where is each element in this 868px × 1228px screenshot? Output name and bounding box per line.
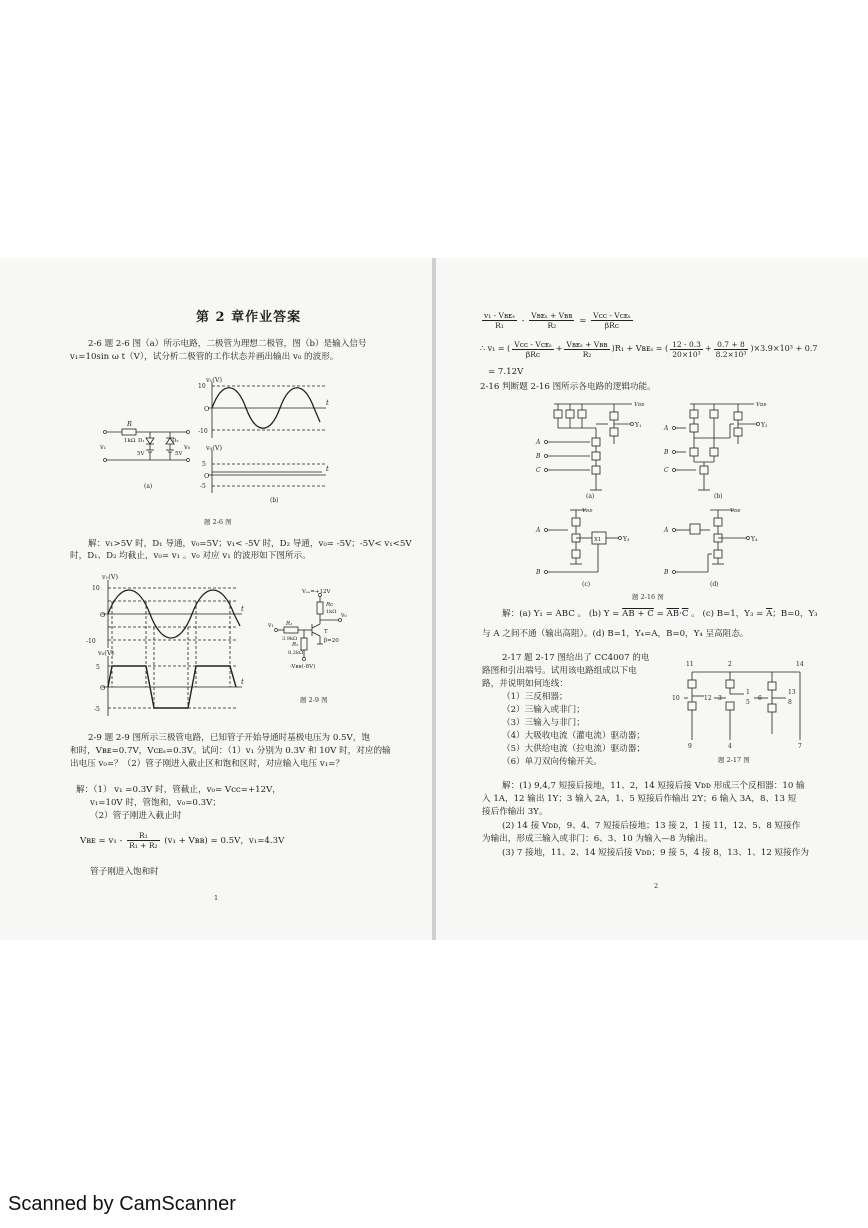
- solution-2-9-line1: 解：（1） v₁ =0.3V 时，管截止，v₀= Vᴄᴄ=+12V，: [76, 785, 281, 795]
- formula-fraction: [127, 831, 159, 850]
- sol216-overline-ab-c: AB + C: [622, 609, 654, 619]
- pin-14: 14: [796, 661, 804, 668]
- eq2-d-den: 8.2×10³: [715, 349, 747, 359]
- problem-2-17-line1: 2-17 题 2-17 图给出了 CC4007 的电: [502, 653, 650, 663]
- input-c-label-b: C: [664, 467, 669, 474]
- battery1-label: 5V: [137, 451, 145, 457]
- input-tick-bottom: -10: [198, 428, 208, 435]
- sol216-dot: ·: [679, 609, 682, 619]
- problem-2-6-line1: 2-6 题 2-6 图（a）所示电路，二极管为理想二极管，图（b）是输入信号: [88, 339, 367, 349]
- input-a-label-d: A: [664, 527, 669, 534]
- eq2-a-den: βRᴄ: [525, 349, 541, 359]
- eq2-mid: )R₁ + Vʙᴇₛ = (: [611, 344, 669, 353]
- problem-2-17-item-6: （6）单刀双向传输开关。: [502, 757, 602, 767]
- sol-input-tick-top: 10: [92, 585, 100, 592]
- output-axis-label: v₀(V): [206, 444, 223, 452]
- solution-2-9-line3: （2）管子刚进入截止时: [90, 811, 182, 821]
- r2-label: R₂: [292, 642, 299, 648]
- figure-2-16d: [664, 506, 774, 586]
- input-b-label-b: B: [664, 449, 669, 456]
- solution-2-9-line2: v₁=10V 时，管饱和，v₀=0.3V；: [90, 798, 221, 808]
- pin-6: 6: [758, 695, 762, 702]
- figure-2-6a-circuit: [100, 418, 195, 488]
- sol-output-tick-bottom: -5: [94, 706, 100, 713]
- sol216-overline-a: $\overline{A}$: [766, 609, 773, 619]
- solution-2-17-1-line2: 入 1A，12 输出 1Y；3 输入 2A，1、5 短接后作输出 2Y；6 输入 3A，8、13 短: [482, 794, 797, 804]
- sol216-overline-c: $\overline{C}$: [681, 609, 689, 619]
- output-y1-label: Y₁: [635, 422, 642, 429]
- page-number-1: 1: [214, 894, 219, 902]
- battery2-label: 5V: [175, 451, 183, 457]
- eq2-post: )×3.9×10³ + 0.7: [750, 344, 818, 353]
- solution-2-17-2-line1: (2) 14 接 Vᴅᴅ，9、4、7 短接后接地；13 接 2，1 接 11，12、5、8 短接作: [502, 821, 801, 831]
- resistor-label: R: [127, 420, 132, 428]
- vdd-label-a: Vᴅᴅ: [634, 402, 645, 408]
- subfigure-c-label-216: (c): [582, 581, 591, 588]
- input-terminal-label: v₁: [100, 443, 107, 451]
- r2-value: 8.2kΩ: [288, 650, 304, 656]
- eq1-b-den: R₂: [547, 321, 557, 330]
- solution-2-9-formula: [80, 830, 284, 852]
- figure-2-16b: [664, 398, 774, 498]
- eq2-pre: ∴ v₁ = (: [480, 344, 511, 353]
- pin-1: 1: [746, 689, 750, 696]
- input-tick-top: 10: [198, 383, 206, 390]
- figure-2-6b-waveform: [198, 378, 333, 503]
- eq2-b-num: Vʙᴇₛ + Vʙʙ: [566, 339, 608, 349]
- scanned-spread: [0, 258, 868, 940]
- vdd-label-c: Vᴅᴅ: [582, 508, 593, 514]
- problem-2-9-line1: 2-9 题 2-9 图所示三极管电路，已知管子开始导通时基极电压为 0.5V，饱: [88, 733, 370, 743]
- solution-2-6-line2: 时，D₁、D₂ 均截止，v₀= v₁ 。v₀ 对应 v₁ 的波形如下图所示。: [70, 551, 311, 561]
- figure-2-6-caption: 题 2-6 图: [204, 518, 232, 526]
- right-page: [436, 258, 868, 940]
- eq1-frac-b: [529, 311, 574, 330]
- eq2-frac-b: [564, 340, 609, 359]
- pin-9: 9: [688, 743, 692, 750]
- pin-13: 13: [788, 689, 796, 696]
- output-y2-label: Y₂: [761, 422, 768, 429]
- sol216-eq: =: [653, 609, 667, 619]
- solution-2-17-3-line1: (3) 7 接地，11、2、14 短接后接 Vᴅᴅ；9 接 5，4 接 8，13、1、12 短接作为: [502, 848, 809, 858]
- sol-output-tick-top: 5: [96, 664, 100, 671]
- figure-2-16-caption: 题 2-16 图: [632, 593, 664, 601]
- problem-2-17-item-1: （1）三反相器；: [502, 692, 568, 702]
- output-tick-top: 5: [202, 461, 206, 468]
- input-b-label: B: [536, 453, 541, 460]
- sol-output-origin: O: [100, 684, 106, 692]
- pin-4: 4: [728, 743, 732, 750]
- input-time-label: t: [326, 399, 329, 407]
- figure-2-16a: [536, 398, 646, 498]
- pin-11: 11: [686, 661, 694, 668]
- eq2-d-num: 0.7 + 8: [714, 340, 749, 350]
- input-origin: O: [204, 405, 210, 413]
- input-b-label-c: B: [536, 569, 541, 576]
- rc-value: 1kΩ: [326, 609, 337, 615]
- figure-2-9-caption: 题 2-9 图: [300, 696, 328, 704]
- eq2-c-den: 20×10³: [672, 349, 701, 359]
- sol-input-tick-bottom: -10: [86, 638, 96, 645]
- equation-2: ∴ v₁ = ( $\frac{\text{Vᴄᴄ - Vᴄᴇₛ}}{\text{βRᴄ}}$ + $\frac{\text{Vʙᴇₛ + Vʙʙ}}{\text{R₂}}$ )R₁ + Vʙᴇₛ = ( $\frac{12 - 0.3}{\text{20×10³}}$ + $\frac{0.7 + 8}{\text{8.2×10³}}$ )×3.9×10³ + 0.7: [480, 339, 818, 359]
- formula-den: R₁ + R₂: [129, 841, 158, 850]
- problem-2-9-line2: 和时，Vʙᴇ=0.7V，Vᴄᴇₛ=0.3V。试问：（1）v₁ 分别为 0.3V 和 10V 时，对应的输: [70, 746, 391, 756]
- solution-2-17-2-line2: 为输出，形成三输入或非门：6、3、10 为输入—8 为输出。: [482, 834, 713, 844]
- eq1-a-num: v₁ - Vʙᴇₛ: [484, 311, 515, 320]
- input-axis-label: v₁(V): [206, 376, 223, 384]
- formula-num: R₁: [127, 831, 159, 841]
- solution-2-9-line4: 管子刚进入饱和时: [90, 867, 159, 877]
- pin-7: 7: [798, 743, 802, 750]
- output-terminal-label: v₀: [184, 443, 191, 451]
- sol-input-origin: O: [100, 611, 106, 619]
- pin-10: 10: [672, 695, 680, 702]
- input-a-label-c: A: [536, 527, 541, 534]
- figure-2-17-caption: 题 2-17 图: [718, 756, 750, 764]
- left-page: [0, 258, 432, 940]
- solution-2-17-1-line3: 接后作输出 3Y。: [482, 807, 548, 817]
- solution-2-17-1-line1: 解：(1) 9,4,7 短接后接地，11、2，14 短接后接 Vᴅᴅ 形成三个反相器：10 输: [502, 781, 805, 791]
- r1-label: R₁: [286, 621, 293, 627]
- chapter-title: 第 2 章作业答案: [196, 310, 302, 325]
- input-label: v₁: [268, 622, 274, 629]
- pin-3: 3: [718, 695, 722, 702]
- sol216-part-c2: ；B=0，Y₃: [772, 609, 818, 619]
- page-number-2: 2: [654, 882, 659, 890]
- eq1-c-den: βRᴄ: [604, 321, 619, 330]
- output-tick-bottom: -5: [200, 483, 206, 490]
- input-b-label-d: B: [664, 569, 669, 576]
- r1-value: 3.9kΩ: [282, 636, 298, 642]
- sol-output-axis-label: v₀(V): [98, 649, 115, 657]
- pin-12: 12: [704, 695, 712, 702]
- solution-2-16-line1: [502, 608, 818, 620]
- problem-2-16: 2-16 判断题 2-16 图所示各电路的逻辑功能。: [480, 382, 656, 392]
- output-origin: O: [204, 472, 210, 480]
- formula-lhs: Vʙᴇ = v₁ -: [80, 836, 123, 846]
- equation-1: $\frac{\text{v₁ - Vʙᴇₛ}}{\text{R₁}}$ - $\frac{\text{Vʙᴇₛ + Vʙʙ}}{\text{R₂}}$ = $\frac{\text{Vᴄᴄ - Vᴄᴇₛ}}{\text{βRᴄ}}$: [484, 311, 631, 330]
- rc-label: Rᴄ: [326, 602, 334, 608]
- pin-2: 2: [728, 661, 732, 668]
- eq2-c-num: 12 - 0.3: [672, 339, 701, 349]
- problem-2-17-line2: 路图和引出端号。试用该电路组成以下电: [482, 666, 637, 676]
- formula-rhs: (v₁ + Vʙʙ) = 0.5V，v₁=4.3V: [164, 836, 285, 846]
- subfigure-a-label-216: (a): [586, 493, 595, 500]
- output-label: v₀: [341, 612, 347, 619]
- diode1-label: D₁: [138, 438, 145, 444]
- pin-5: 5: [746, 699, 750, 706]
- equation-3: = 7.12V: [488, 367, 524, 377]
- problem-2-6-line2: v₁=10sin ω t（V），试分析二极管的工作状态并画出输出 v₀ 的波形。: [70, 352, 339, 362]
- problem-2-17-item-5: （5）大供给电流（拉电流）驱动器；: [502, 744, 645, 754]
- diode2-label: D₂: [172, 438, 179, 444]
- output-y4-label: Y₄: [751, 536, 758, 543]
- eq1-b-num: Vʙᴇₛ + Vʙʙ: [531, 311, 573, 320]
- sol216-overline-ab: $\overline{AB}$: [666, 609, 680, 619]
- eq2-frac-c: [670, 340, 703, 359]
- problem-2-17-item-2: （2）三输入或非门；: [502, 705, 585, 715]
- sol-input-axis-label: v₁(V): [102, 573, 119, 581]
- figure-2-9-circuit: [268, 586, 368, 681]
- problem-2-9-line3: 出电压 v₀=？（2）管子刚进入截止区和饱和区时，对应输入电压 v₁=？: [70, 759, 344, 769]
- vdd-label-d: Vᴅᴅ: [730, 508, 741, 514]
- eq2-a-num: Vᴄᴄ - Vᴄᴇₛ: [514, 339, 552, 349]
- eq1-frac-a: [482, 311, 517, 330]
- problem-2-17-item-4: （4）大吸收电流（灌电流）驱动器；: [502, 731, 645, 741]
- solution-2-6-line1: 解：v₁>5V 时，D₁ 导通，v₀=5V；v₁< -5V 时，D₂ 导通，v₀= -5V；-5V< v₁<5V: [88, 539, 412, 549]
- problem-2-17-item-3: （3）三输入与非门；: [502, 718, 585, 728]
- beta-label: β=20: [324, 638, 339, 644]
- subfigure-a-label: (a): [144, 483, 153, 490]
- subfigure-d-label-216: (d): [710, 581, 719, 588]
- sol216-part-a: 解：(a) Y₁ = ABC 。 (b) Y =: [502, 609, 623, 619]
- eq1-a-den: R₁: [495, 321, 504, 330]
- sol-output-time: t: [241, 678, 244, 686]
- eq2-b-den: R₂: [582, 349, 592, 359]
- eq2-frac-a: [512, 340, 553, 359]
- subfigure-b-label: (b): [270, 497, 279, 504]
- subfigure-b-label-216: (b): [714, 493, 723, 500]
- input-a-label: A: [536, 439, 541, 446]
- vbb-label: -Vʙʙ(-8V): [290, 664, 316, 670]
- eq1-c-num: Vᴄᴄ - Vᴄᴇₛ: [593, 311, 631, 320]
- eq1-frac-c: [591, 311, 632, 330]
- solution-waveforms: [84, 574, 249, 719]
- output-y3-label: Y₃: [623, 536, 630, 543]
- output-time-label: t: [326, 465, 329, 473]
- input-c-label: C: [536, 467, 541, 474]
- camscanner-watermark: Scanned by CamScanner: [8, 1193, 236, 1215]
- transistor-label: T: [324, 629, 328, 635]
- vcc-label: Vₑₑ=+12V: [302, 589, 331, 595]
- sol-input-time: t: [241, 605, 244, 613]
- vdd-label-b: Vᴅᴅ: [756, 402, 767, 408]
- x1-block-label: X1: [594, 537, 602, 543]
- input-a-label-b: A: [664, 425, 669, 432]
- figure-2-16c: [536, 506, 646, 586]
- solution-2-16-line2: 与 A 之间不通（输出高阻）。(d) B=1，Y₄=A，B=0，Y₄ 呈高阻态。: [482, 629, 749, 639]
- sol216-part-c: 。 (c) B=1，Y₃ =: [688, 609, 767, 619]
- figure-2-17-cc4007: [670, 658, 820, 748]
- resistor-value: 1kΩ: [124, 438, 136, 444]
- pin-8: 8: [788, 699, 792, 706]
- eq2-frac-d: [714, 340, 749, 359]
- problem-2-17-line3: 路，并说明如何连线：: [482, 679, 568, 689]
